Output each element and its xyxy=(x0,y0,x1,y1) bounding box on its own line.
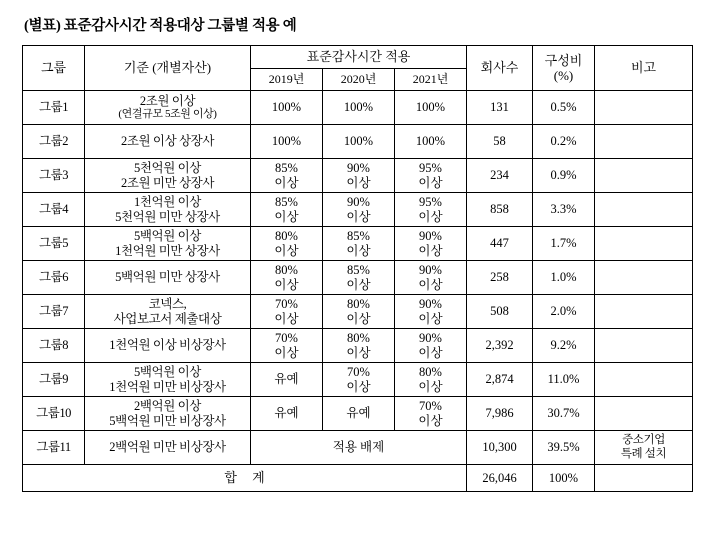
row-note xyxy=(595,91,693,125)
row-year-2019 xyxy=(251,125,323,159)
row-note xyxy=(595,397,693,431)
row-year-value-part: 90% xyxy=(419,330,442,345)
row-criteria xyxy=(85,193,251,227)
row-year-value-part: 85% xyxy=(347,262,370,277)
row-ratio: 1.7% xyxy=(533,227,595,261)
row-year-value-part: 100% xyxy=(343,134,374,149)
row-criteria-line2: 2조원 미만 상장사 xyxy=(120,175,215,190)
row-year-2021 xyxy=(395,261,467,295)
row-year-value-part: 70% xyxy=(347,364,370,379)
row-year-value-part: 95% xyxy=(419,194,442,209)
row-criteria xyxy=(85,91,251,125)
row-company-count: 10,300 xyxy=(467,431,533,465)
row-group-label: 그룹10 xyxy=(23,397,85,431)
row-year-value-part: 80% xyxy=(347,330,370,345)
table-row xyxy=(23,363,693,397)
row-company-count: 858 xyxy=(467,193,533,227)
row-company-count: 234 xyxy=(467,159,533,193)
row-year-2020 xyxy=(323,329,395,363)
row-criteria xyxy=(85,431,251,465)
column-header-ratio xyxy=(533,46,595,91)
row-year-value-part: 유예 xyxy=(346,406,371,421)
table-row xyxy=(23,397,693,431)
row-year-2020 xyxy=(323,193,395,227)
row-year-2019 xyxy=(251,397,323,431)
row-year-2020 xyxy=(323,363,395,397)
row-criteria xyxy=(85,397,251,431)
row-year-value-part: 유예 xyxy=(274,406,299,421)
row-year-2019 xyxy=(251,295,323,329)
row-year-value-part: 이상 xyxy=(346,175,371,190)
total-row xyxy=(23,465,693,492)
row-ratio: 1.0% xyxy=(533,261,595,295)
row-note xyxy=(595,363,693,397)
row-criteria xyxy=(85,295,251,329)
row-note xyxy=(595,431,693,465)
row-year-value-part: 80% xyxy=(419,364,442,379)
row-criteria-line1: 5백억원 이상 xyxy=(134,364,201,379)
row-year-value-part: 이상 xyxy=(274,175,299,190)
row-group-label: 그룹1 xyxy=(23,91,85,125)
row-ratio: 39.5% xyxy=(533,431,595,465)
row-criteria xyxy=(85,261,251,295)
row-year-value-part: 이상 xyxy=(418,413,443,428)
row-group-label: 그룹4 xyxy=(23,193,85,227)
row-criteria-line1: 2조원 이상 xyxy=(139,93,196,108)
row-ratio: 3.3% xyxy=(533,193,595,227)
row-year-2021 xyxy=(395,193,467,227)
column-header-year-2021: 2021년 xyxy=(395,68,467,91)
column-header-apply-span: 표준감사시간 적용 xyxy=(251,46,467,69)
row-criteria-line2: 사업보고서 제출대상 xyxy=(113,311,222,326)
row-year-value-part: 이상 xyxy=(274,345,299,360)
row-year-value-part: 100% xyxy=(415,100,446,115)
row-criteria-line1: 5백억원 이상 xyxy=(134,228,201,243)
row-year-2021 xyxy=(395,363,467,397)
row-group-label: 그룹5 xyxy=(23,227,85,261)
row-ratio: 11.0% xyxy=(533,363,595,397)
row-year-value-part: 이상 xyxy=(346,311,371,326)
total-note xyxy=(595,465,693,492)
table-row xyxy=(23,295,693,329)
row-year-value-part: 90% xyxy=(347,194,370,209)
row-criteria xyxy=(85,329,251,363)
column-header-year-2019: 2019년 xyxy=(251,68,323,91)
row-ratio: 9.2% xyxy=(533,329,595,363)
row-year-value-part: 85% xyxy=(275,160,298,175)
row-year-2021 xyxy=(395,125,467,159)
row-year-2021 xyxy=(395,91,467,125)
row-year-value-part: 이상 xyxy=(346,243,371,258)
row-year-value-part: 이상 xyxy=(418,209,443,224)
row-year-value-part: 70% xyxy=(275,296,298,311)
row-group-label: 그룹8 xyxy=(23,329,85,363)
row-criteria-line2: 5천억원 미만 상장사 xyxy=(115,209,220,224)
row-year-2020 xyxy=(323,295,395,329)
row-note xyxy=(595,227,693,261)
row-criteria-line1: 5천억원 이상 xyxy=(134,160,201,175)
row-note xyxy=(595,159,693,193)
row-group-label: 그룹2 xyxy=(23,125,85,159)
row-year-2019 xyxy=(251,159,323,193)
row-year-value-part: 이상 xyxy=(418,345,443,360)
total-ratio: 100% xyxy=(533,465,595,492)
row-criteria-line1: 5백억원 미만 상장사 xyxy=(115,270,220,285)
row-company-count: 258 xyxy=(467,261,533,295)
row-ratio: 0.2% xyxy=(533,125,595,159)
table-row xyxy=(23,125,693,159)
row-year-value-part: 이상 xyxy=(418,243,443,258)
row-year-value-part: 70% xyxy=(419,398,442,413)
row-note-line1: 중소기업 xyxy=(622,433,665,446)
row-company-count: 2,874 xyxy=(467,363,533,397)
row-group-label: 그룹11 xyxy=(23,431,85,465)
row-ratio: 0.5% xyxy=(533,91,595,125)
row-year-2021 xyxy=(395,329,467,363)
row-year-2019 xyxy=(251,261,323,295)
row-note-line2: 특례 설치 xyxy=(620,447,667,460)
row-year-value-part: 이상 xyxy=(274,209,299,224)
row-group-label: 그룹7 xyxy=(23,295,85,329)
row-year-value-part: 이상 xyxy=(346,379,371,394)
row-year-value-part: 90% xyxy=(419,296,442,311)
row-year-value-part: 85% xyxy=(347,228,370,243)
row-criteria-line1: 1천억원 이상 비상장사 xyxy=(109,338,226,353)
row-company-count: 2,392 xyxy=(467,329,533,363)
row-note xyxy=(595,329,693,363)
row-year-value-part: 100% xyxy=(271,134,302,149)
row-year-value-part: 95% xyxy=(419,160,442,175)
row-company-count: 7,986 xyxy=(467,397,533,431)
row-criteria-line1: 2백억원 이상 xyxy=(134,398,201,413)
column-header-ratio-line1: 구성비 xyxy=(544,52,583,68)
table-row xyxy=(23,261,693,295)
row-year-2020 xyxy=(323,159,395,193)
row-criteria-line1: 코넥스, xyxy=(148,296,187,311)
row-year-2020 xyxy=(323,261,395,295)
row-group-label: 그룹6 xyxy=(23,261,85,295)
row-year-value-part: 유예 xyxy=(274,372,299,387)
row-year-value-part: 80% xyxy=(347,296,370,311)
row-note xyxy=(595,125,693,159)
row-company-count: 508 xyxy=(467,295,533,329)
row-year-value-part: 100% xyxy=(271,100,302,115)
row-ratio: 0.9% xyxy=(533,159,595,193)
standard-audit-hours-table xyxy=(22,45,693,492)
row-criteria xyxy=(85,363,251,397)
row-criteria-line1: 2백억원 미만 비상장사 xyxy=(109,440,226,455)
row-note xyxy=(595,193,693,227)
row-year-value-part: 100% xyxy=(415,134,446,149)
table-header xyxy=(23,46,693,91)
row-ratio: 2.0% xyxy=(533,295,595,329)
total-label: 합 계 xyxy=(23,465,467,492)
row-criteria-line2: 5백억원 미만 비상장사 xyxy=(109,413,226,428)
row-year-value-part: 이상 xyxy=(274,243,299,258)
row-year-value-part: 90% xyxy=(419,262,442,277)
column-header-year-2020: 2020년 xyxy=(323,68,395,91)
row-company-count: 447 xyxy=(467,227,533,261)
row-criteria-line1: 1천억원 이상 xyxy=(134,194,201,209)
row-year-value-part: 85% xyxy=(275,194,298,209)
row-year-2020 xyxy=(323,397,395,431)
table-footer xyxy=(23,465,693,492)
column-header-criteria: 기준 (개별자산) xyxy=(85,46,251,91)
row-year-2021 xyxy=(395,159,467,193)
row-ratio: 30.7% xyxy=(533,397,595,431)
row-note xyxy=(595,261,693,295)
table-row xyxy=(23,329,693,363)
row-company-count: 58 xyxy=(467,125,533,159)
column-header-note: 비고 xyxy=(595,46,693,91)
row-criteria-line2: 1천억원 미만 비상장사 xyxy=(109,379,226,394)
row-criteria xyxy=(85,227,251,261)
row-year-value-part: 이상 xyxy=(346,345,371,360)
table-row xyxy=(23,227,693,261)
row-criteria-line1: 2조원 이상 상장사 xyxy=(120,134,215,149)
row-year-value-part: 80% xyxy=(275,228,298,243)
row-year-value-part: 이상 xyxy=(418,379,443,394)
row-year-value-part: 90% xyxy=(347,160,370,175)
row-year-value-part: 이상 xyxy=(346,209,371,224)
row-year-value-part: 90% xyxy=(419,228,442,243)
row-year-2019 xyxy=(251,91,323,125)
row-year-2019 xyxy=(251,193,323,227)
row-year-2019 xyxy=(251,227,323,261)
row-year-2020 xyxy=(323,227,395,261)
row-note xyxy=(595,295,693,329)
row-year-value-part: 100% xyxy=(343,100,374,115)
table-row xyxy=(23,91,693,125)
row-criteria xyxy=(85,125,251,159)
row-year-2019 xyxy=(251,329,323,363)
row-year-2021 xyxy=(395,295,467,329)
row-year-value-part: 이상 xyxy=(418,277,443,292)
row-year-value-part: 70% xyxy=(275,330,298,345)
column-header-group: 그룹 xyxy=(23,46,85,91)
row-year-value-part: 이상 xyxy=(418,175,443,190)
row-year-2020 xyxy=(323,125,395,159)
row-criteria xyxy=(85,159,251,193)
total-company-count: 26,046 xyxy=(467,465,533,492)
table-row xyxy=(23,431,693,465)
header-row-1 xyxy=(23,46,693,69)
row-years-merged: 적용 배제 xyxy=(251,431,467,465)
row-year-value-part: 80% xyxy=(275,262,298,277)
row-year-value-part: 이상 xyxy=(346,277,371,292)
row-year-value-part: 이상 xyxy=(274,311,299,326)
row-criteria-line2: (연결규모 5조원 이상) xyxy=(118,108,217,121)
page-title: (별표) 표준감사시간 적용대상 그룹별 적용 예 xyxy=(24,18,297,34)
row-group-label: 그룹9 xyxy=(23,363,85,397)
row-company-count: 131 xyxy=(467,91,533,125)
row-group-label: 그룹3 xyxy=(23,159,85,193)
row-criteria-line2: 1천억원 미만 상장사 xyxy=(115,243,220,258)
table-body xyxy=(23,91,693,465)
row-year-2020 xyxy=(323,91,395,125)
row-year-2019 xyxy=(251,363,323,397)
table-row xyxy=(23,159,693,193)
column-header-ratio-line2: (%) xyxy=(553,68,574,83)
row-year-2021 xyxy=(395,227,467,261)
row-year-value-part: 이상 xyxy=(418,311,443,326)
table-row xyxy=(23,193,693,227)
row-year-value-part: 이상 xyxy=(274,277,299,292)
column-header-company-count: 회사수 xyxy=(467,46,533,91)
row-year-2021 xyxy=(395,397,467,431)
